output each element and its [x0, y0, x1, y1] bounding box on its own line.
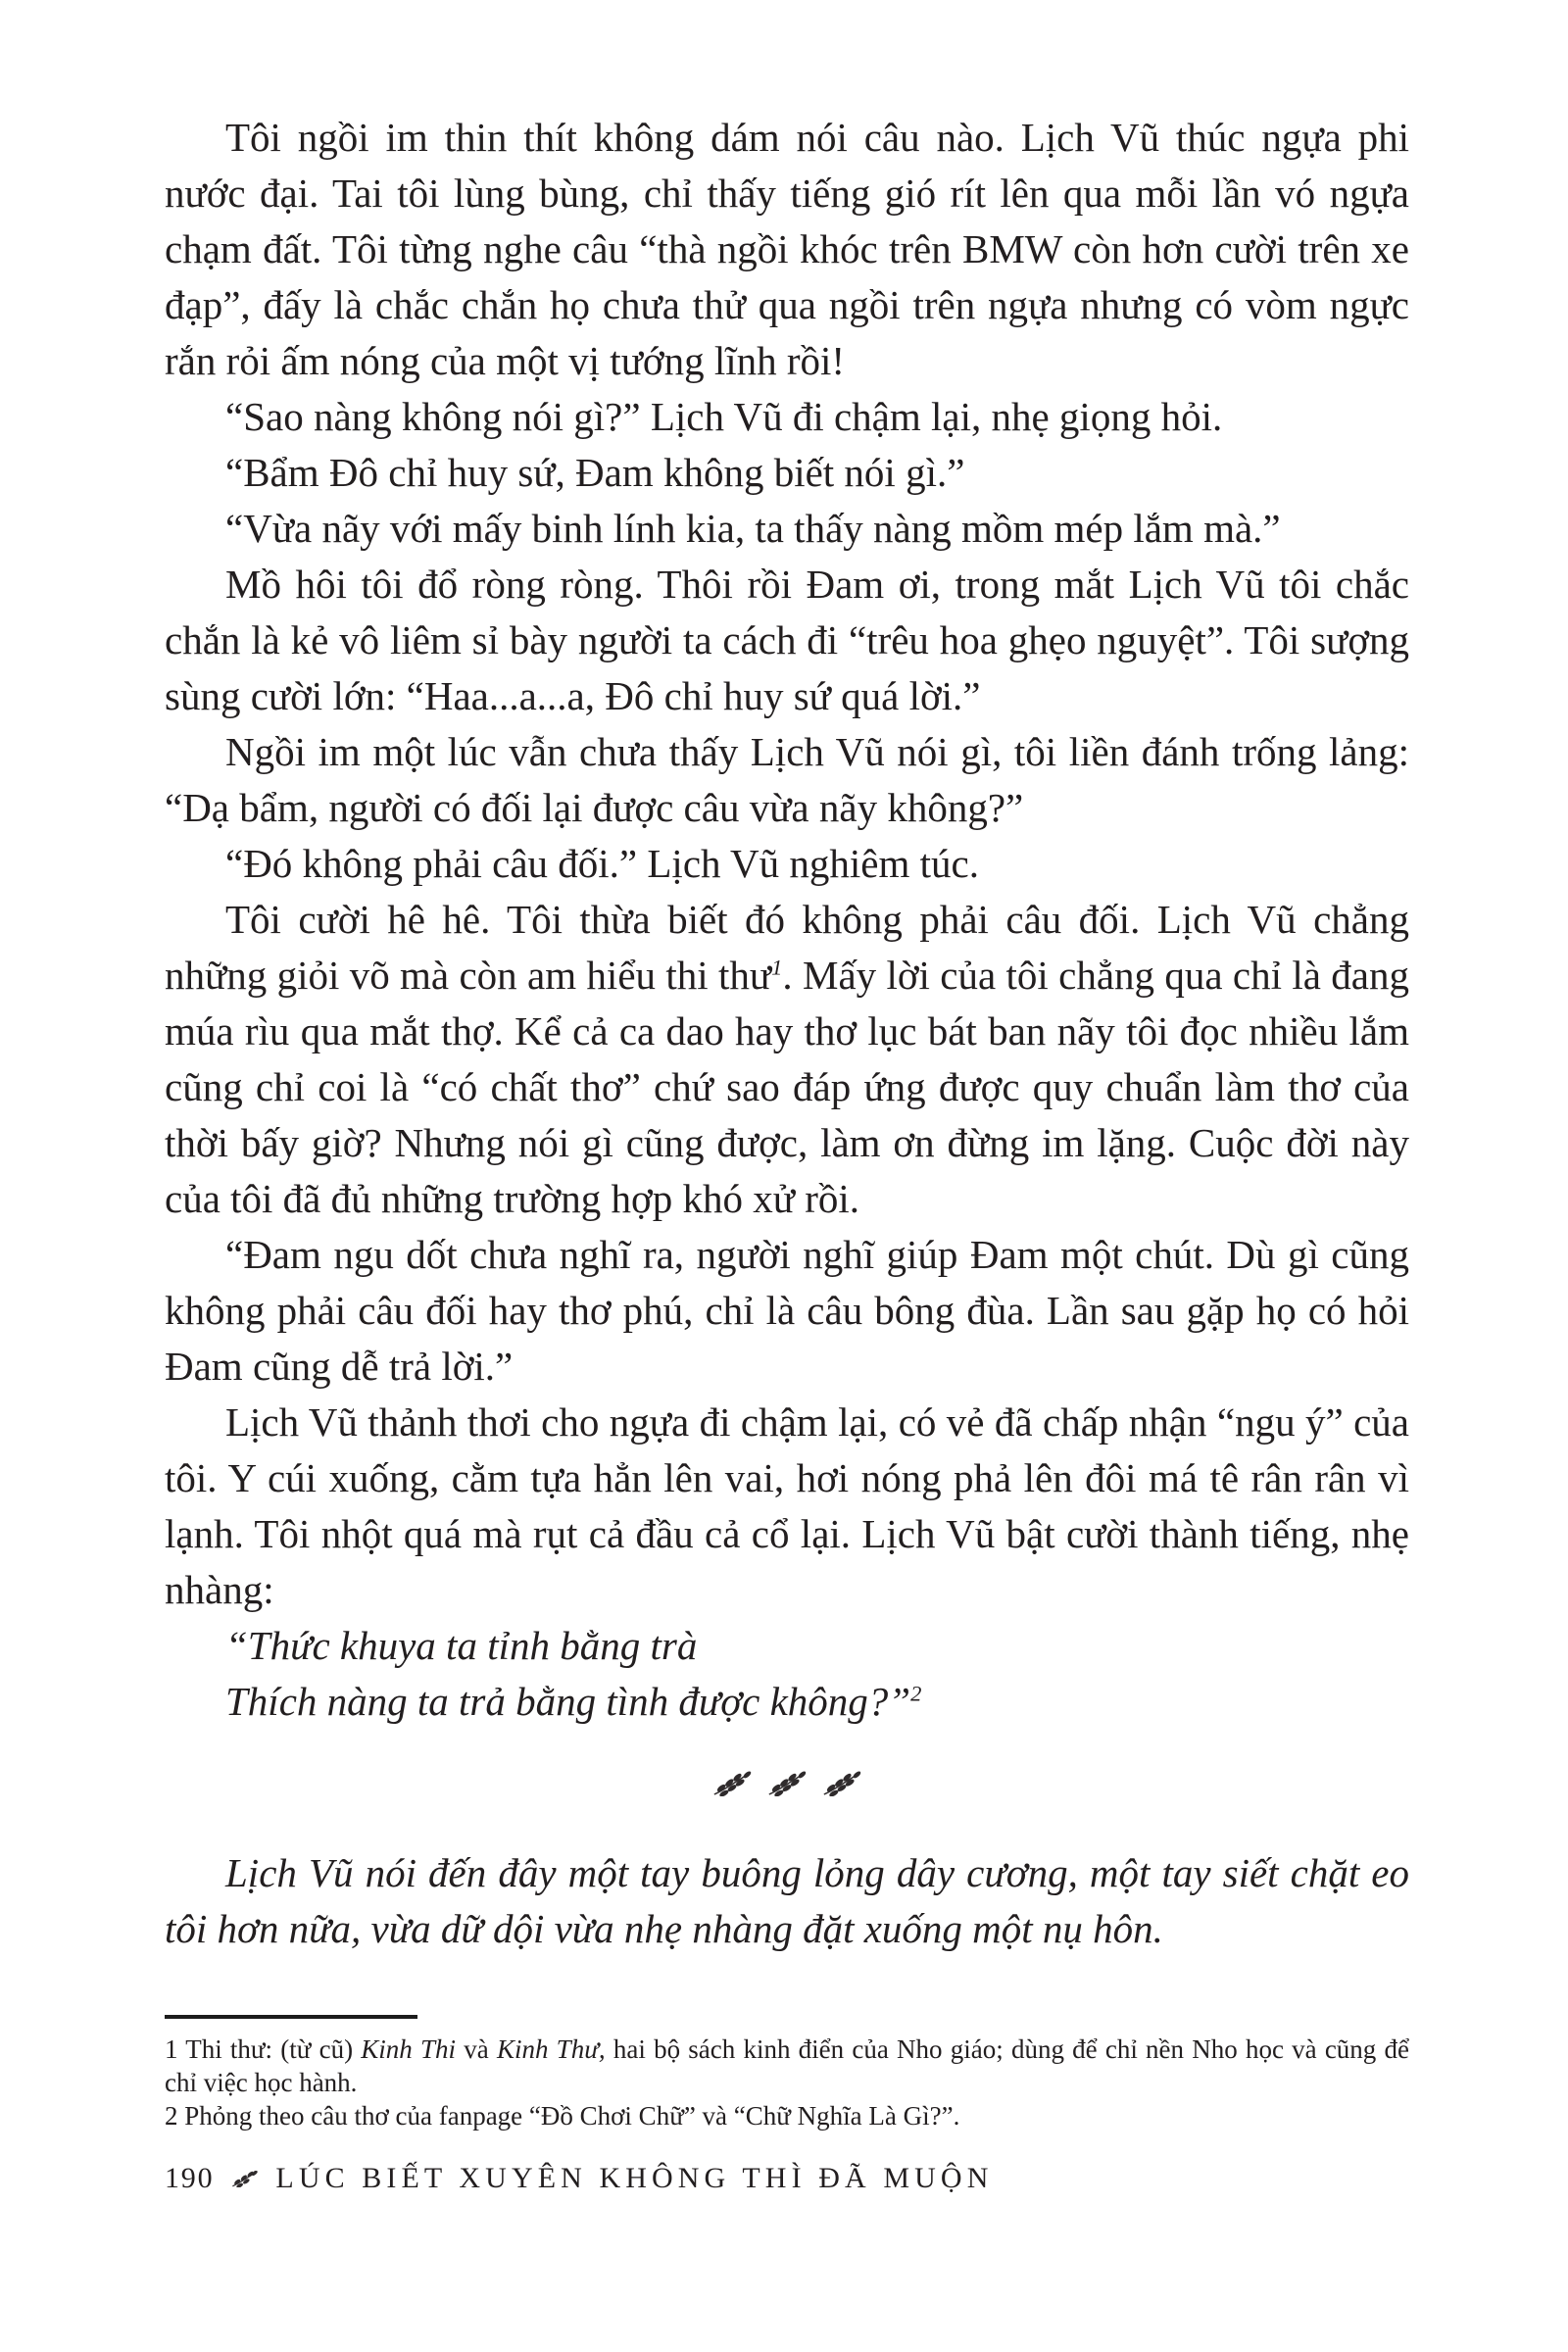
closing-italic-paragraph: Lịch Vũ nói đến đây một tay buông lỏng dây cương, một tay siết chặt eo tôi hơn nữa, vừa dữ dội vừa nhẹ nhàng đặt xuống một nụ hôn. — [165, 1850, 1409, 1951]
footnote-1-rest: hai bộ sách kinh điển của Nho giáo; dùng để chỉ nền Nho học và cũng để chỉ việc học hành. — [165, 2034, 1410, 2097]
leaf-branch-icon — [822, 1771, 861, 1796]
leaf-branch-icon — [712, 1771, 752, 1796]
paragraph-8 — [165, 892, 1409, 1227]
leaf-branch-icon — [767, 1771, 807, 1796]
footnote-ref-2: 2 — [910, 1681, 922, 1706]
paragraph-5: Mồ hôi tôi đổ ròng ròng. Thôi rồi Đam ơi, trong mắt Lịch Vũ tôi chắc chắn là kẻ vô liêm sỉ bày người ta cách đi “trêu hoa ghẹo nguyệt”. Tôi sượng sùng cười lớn: “Haa...a...a, Đô chỉ huy sứ quá lời.” — [165, 562, 1409, 718]
paragraph-8-text-before: Tôi cười hê hê. Tôi thừa biết đó không phải câu đối. Lịch Vũ chẳng những giỏi võ mà còn am hiểu thi thư — [165, 897, 1409, 998]
footnote-separator-rule — [165, 2015, 417, 2019]
footnote-1-title-kinh-thu: Kinh Thư, — [496, 2034, 606, 2064]
paragraph-2-dialogue: “Sao nàng không nói gì?” Lịch Vũ đi chậm lại, nhẹ giọng hỏi. — [225, 394, 1223, 439]
paragraph-9-dialogue: “Đam ngu dốt chưa nghĩ ra, người nghĩ giúp Đam một chút. Dù gì cũng không phải câu đối hay thơ phú, chỉ là câu bông đùa. Lần sau gặp họ có hỏi Đam cũng dễ trả lời.” — [165, 1232, 1409, 1389]
paragraph-7-dialogue: “Đó không phải câu đối.” Lịch Vũ nghiêm túc. — [225, 841, 979, 886]
footnote-1-lead: 1 Thi thư: (từ cũ) — [165, 2034, 362, 2064]
text-block — [165, 110, 1409, 1957]
paragraph-8-text-after: . Mấy lời của tôi chẳng qua chỉ là đang múa rìu qua mắt thợ. Kể cả ca dao hay thơ lục bát ban nãy tôi đọc nhiều lắm cũng chỉ coi là “có chất thơ” chứ sao đáp ứng được quy chuẩn làm thơ của thời bấy giờ? Nhưng nói gì cũng được, làm ơn đừng im lặng. Cuộc đời này của tôi đã đủ những trường hợp khó xử rồi. — [165, 953, 1409, 1221]
verse-line-2 — [225, 1674, 1409, 1730]
footer-leaf-icon — [231, 2171, 258, 2187]
paragraph-10: Lịch Vũ thảnh thơi cho ngựa đi chậm lại, có vẻ đã chấp nhận “ngu ý” của tôi. Y cúi xuống, cằm tựa hẳn lên vai, hơi nóng phả lên đôi má tê rân rân vì lạnh. Tôi nhột quá mà rụt cả đầu cả cổ lại. Lịch Vũ bật cười thành tiếng, nhẹ nhàng: — [165, 1399, 1409, 1612]
footnote-1 — [165, 2033, 1409, 2099]
paragraph-3-dialogue: “Bẩm Đô chỉ huy sứ, Đam không biết nói gì.” — [225, 450, 965, 495]
footnote-ref-1: 1 — [771, 955, 783, 980]
paragraph-1: Tôi ngồi im thin thít không dám nói câu nào. Lịch Vũ thúc ngựa phi nước đại. Tai tôi lùng bùng, chỉ thấy tiếng gió rít lên qua mỗi lần vó ngựa chạm đất. Tôi từng nghe câu “thà ngồi khóc trên BMW còn hơn cười trên xe đạp”, đấy là chắc chắn họ chưa thử qua ngồi trên ngựa nhưng có vòm ngực rắn rỏi ấm nóng của một vị tướng lĩnh rồi! — [165, 115, 1409, 383]
book-title: LÚC BIẾT XUYÊN KHÔNG THÌ ĐÃ MUỘN — [275, 2162, 994, 2194]
paragraph-6: Ngồi im một lúc vẫn chưa thấy Lịch Vũ nói gì, tôi liền đánh trống lảng: “Dạ bẩm, người có đối lại được câu vừa nãy không?” — [165, 729, 1409, 830]
verse-line-1: “Thức khuya ta tỉnh bằng trà — [225, 1623, 698, 1668]
footnote-2: 2 Phỏng theo câu thơ của fanpage “Đồ Chơi Chữ” và “Chữ Nghĩa Là Gì?”. — [165, 2101, 960, 2131]
paragraph-4-dialogue: “Vừa nãy với mấy binh lính kia, ta thấy nàng mồm mép lắm mà.” — [225, 506, 1281, 551]
footnote-area — [165, 2015, 1409, 2132]
verse-line-2-text: Thích nàng ta trả bằng tình được không?” — [225, 1679, 911, 1724]
section-break-ornament — [165, 1771, 1409, 1796]
page-number: 190 — [165, 2162, 215, 2194]
footnote-1-title-kinh-thi: Kinh Thi — [361, 2034, 457, 2064]
page-footer — [165, 2162, 993, 2195]
footnote-1-mid: và — [456, 2034, 497, 2064]
